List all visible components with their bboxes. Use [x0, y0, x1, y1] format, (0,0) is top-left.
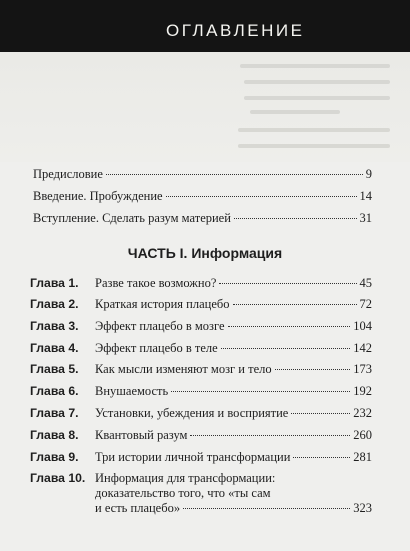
chapter-row [30, 471, 372, 531]
chapter-page: 192 [353, 384, 372, 398]
front-matter-page: 14 [359, 189, 372, 203]
front-matter-label: Введение. Пробуждение [33, 189, 163, 203]
chapter-page: 72 [359, 297, 372, 311]
front-matter-label: Предисловие [33, 167, 103, 181]
chapter-label: Глава 4. [30, 341, 79, 355]
leader-dots [166, 196, 357, 197]
chapter-title: Эффект плацебо в теле [95, 341, 218, 355]
leader-dots [228, 326, 351, 327]
chapter-title-line: доказательство того, что «ты сам [95, 486, 271, 500]
page-title: ОГЛАВЛЕНИЕ [166, 21, 305, 40]
chapter-title: Эффект плацебо в мозге [95, 319, 225, 333]
chapter-title: Квантовый разум [95, 428, 188, 442]
chapter-title-line: Информация для трансформации: [95, 471, 276, 485]
chapter-label: Глава 1. [30, 276, 79, 290]
chapter-page: 260 [353, 428, 372, 442]
leader-dots [221, 348, 351, 349]
chapter-page: 142 [353, 341, 372, 355]
leader-dots [171, 391, 350, 392]
chapter-page: 323 [353, 501, 372, 515]
leader-dots [275, 369, 351, 370]
leader-dots [291, 413, 350, 414]
chapter-title: Разве такое возможно? [95, 276, 217, 290]
chapter-label: Глава 10. [30, 471, 86, 485]
chapter-title-line: и есть плацебо» [95, 501, 181, 515]
chapter-title: Установки, убеждения и восприятие [95, 406, 289, 420]
leader-dots [233, 304, 357, 305]
leader-dots [219, 283, 356, 284]
leader-dots [183, 508, 350, 509]
chapter-label: Глава 7. [30, 406, 79, 420]
chapter-title: Как мысли изменяют мозг и тело [95, 362, 272, 376]
chapter-label: Глава 9. [30, 450, 79, 464]
front-matter-page: 31 [359, 211, 372, 225]
chapter-title: Внушаемость [95, 384, 169, 398]
front-matter-row [33, 211, 372, 226]
chapter-title: Три истории личной трансформации [95, 450, 291, 464]
front-matter-row [33, 189, 372, 204]
chapter-label: Глава 5. [30, 362, 79, 376]
front-matter-label: Вступление. Сделать разум материей [33, 211, 231, 225]
chapter-label: Глава 6. [30, 384, 79, 398]
chapter-label: Глава 2. [30, 297, 79, 311]
chapter-page: 232 [353, 406, 372, 420]
chapter-title: Краткая история плацебо [95, 297, 230, 311]
chapter-label: Глава 8. [30, 428, 79, 442]
leader-dots [234, 218, 357, 219]
chapter-page: 173 [353, 362, 372, 376]
leader-dots [293, 457, 350, 458]
chapter-page: 281 [353, 450, 372, 464]
chapter-page: 104 [353, 319, 372, 333]
leader-dots [190, 435, 350, 436]
chapter-label: Глава 3. [30, 319, 79, 333]
front-matter-row [33, 167, 372, 182]
chapter-page: 45 [359, 276, 372, 290]
leader-dots [106, 174, 363, 175]
part-title: ЧАСТЬ I. Информация [127, 245, 283, 261]
front-matter-page: 9 [365, 167, 372, 181]
